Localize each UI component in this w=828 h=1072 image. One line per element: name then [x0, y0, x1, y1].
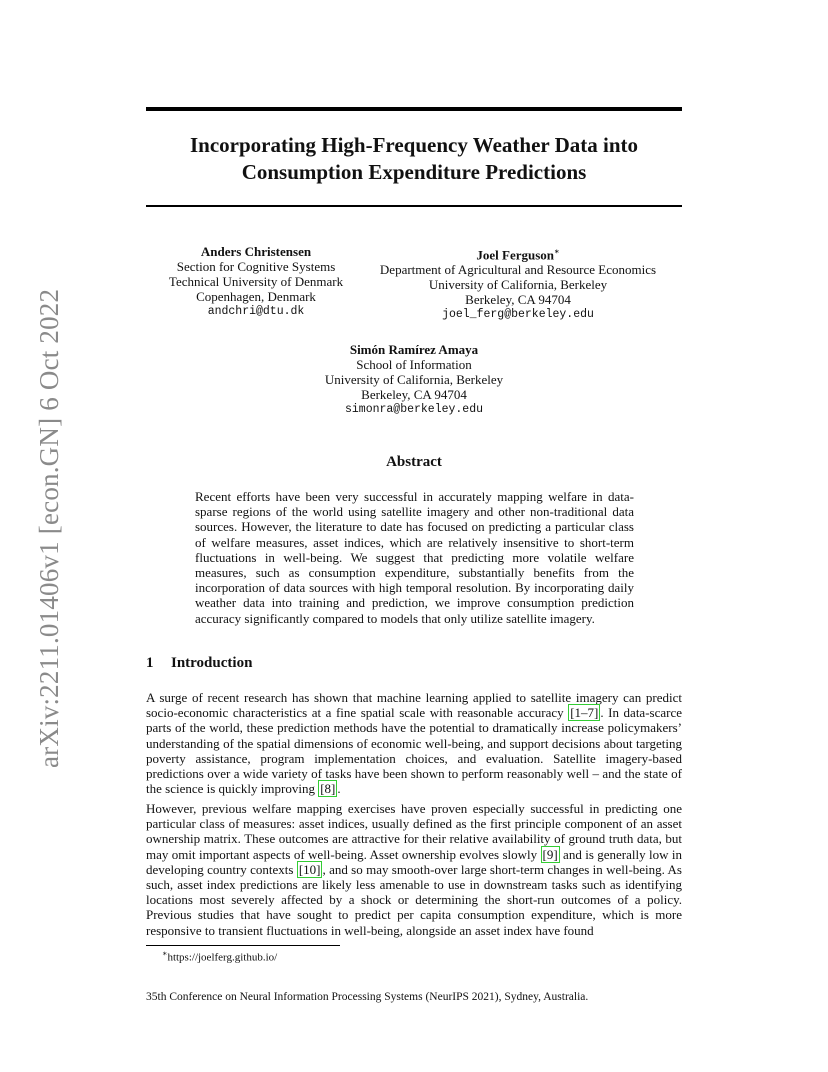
- intro-paragraph-2: However, previous welfare mapping exercises have proven especially successful in predicting one particular class of measures: asset indices, usually defined as the first principle component of an asset ownership matrix. These outcomes are attractive for their relative availability of ground truth data, but may omit important aspects of well-being. Asset ownership evolves slowly [9] and is generally low in developing country contexts [10] , and so may smooth-over large short-term changes in well-being. As such, asset index predictions are likely less amenable to use in downstream tasks such as identifying locations most severely affected by a shock or determining the short-run outcomes of a policy. Previous studies that have sought to predict per capita consumption expenditure, which is more responsive to transient fluctuations in well-being, alongside an asset index have found: [146, 801, 682, 938]
- author-affiliation: Technical University of Denmark: [168, 274, 344, 289]
- author-affiliation: Copenhagen, Denmark: [196, 289, 316, 304]
- author-affiliation: Section for Cognitive Systems: [176, 259, 336, 274]
- author-block-1: [146, 244, 366, 319]
- section-number: 1: [146, 655, 154, 671]
- abstract-heading: Abstract: [386, 454, 442, 470]
- author-email: simonra@berkeley.edu: [344, 403, 484, 416]
- abstract-text: Recent efforts have been very successful in accurately mapping welfare in data-sparse regions of the world using satellite imagery and other non-traditional data sources. However, the literature to date has focused on predicting a particular class of welfare measures, asset indices, which are relatively insensitive to short-term fluctuations in well-being. We suggest that predicting more volatile welfare measures, such as consumption expenditure, substantially benefits from the incorporation of data sources with high temporal resolution. By incorporating daily weather data into training and prediction, we improve consumption prediction accuracy significantly compared to models that only utilize satellite imagery.: [195, 489, 634, 626]
- author-affiliation: Berkeley, CA 94704: [465, 292, 571, 308]
- footnote-marker: ∗: [162, 949, 168, 958]
- footnote-rule: [146, 945, 340, 946]
- intro-paragraph-1: A surge of recent research has shown that machine learning applied to satellite imagery can predict socio-economic characteristics at a fine spatial scale with reasonable accuracy [1–7] . In data-scarce parts of the world, these prediction methods have the potential to dramatically increase policymakers’ understanding of the spatial dimensions of economic well-being, and support decisions about targeting poverty assistance, program implementation choices, and evaluation. Satellite imagery-based predictions over a wide variety of tasks have been shown to perform reasonably well – and the state of the science is quickly improving [8] .: [146, 690, 683, 797]
- paper-title: [146, 132, 682, 186]
- author-block-3: [264, 342, 564, 417]
- author-affiliation: University of California, Berkeley: [324, 372, 504, 387]
- title-line-2: Consumption Expenditure Predictions: [241, 160, 587, 184]
- citation-link[interactable]: [10]: [298, 861, 321, 877]
- author-email: andchri@dtu.dk: [207, 305, 305, 318]
- citation-link[interactable]: [1–7]: [570, 705, 599, 721]
- author-affiliation: Department of Agricultural and Resource Economics: [379, 262, 657, 278]
- footnote: [162, 949, 277, 964]
- author-name: Anders Christensen: [200, 244, 312, 259]
- conference-venue: 35th Conference on Neural Information Processing Systems (NeurIPS 2021), Sydney, Australia.: [146, 991, 589, 1003]
- arxiv-identifier: arXiv:2211.01406v1 [econ.GN] 6 Oct 2022: [34, 288, 64, 768]
- author-footnote-marker: ∗: [554, 247, 560, 256]
- section-heading: [146, 655, 252, 672]
- title-bottom-rule: [146, 205, 682, 207]
- section-title: Introduction: [171, 655, 253, 671]
- author-name: Simón Ramírez Amaya: [349, 342, 479, 357]
- author-affiliation: School of Information: [356, 357, 472, 372]
- author-affiliation: University of California, Berkeley: [428, 277, 608, 293]
- citation-link[interactable]: [8]: [320, 781, 336, 797]
- footnote-link[interactable]: https://joelferg.github.io/: [167, 951, 278, 964]
- author-name: Joel Ferguson∗: [476, 247, 560, 263]
- title-line-1: Incorporating High-Frequency Weather Data into: [190, 133, 638, 157]
- title-top-rule: [146, 107, 682, 111]
- author-affiliation: Berkeley, CA 94704: [361, 387, 467, 402]
- author-email: joel_ferg@berkeley.edu: [442, 308, 594, 322]
- arxiv-sidebar: [14, 278, 64, 768]
- citation-link[interactable]: [9]: [542, 846, 558, 862]
- author-block-2: [368, 244, 668, 322]
